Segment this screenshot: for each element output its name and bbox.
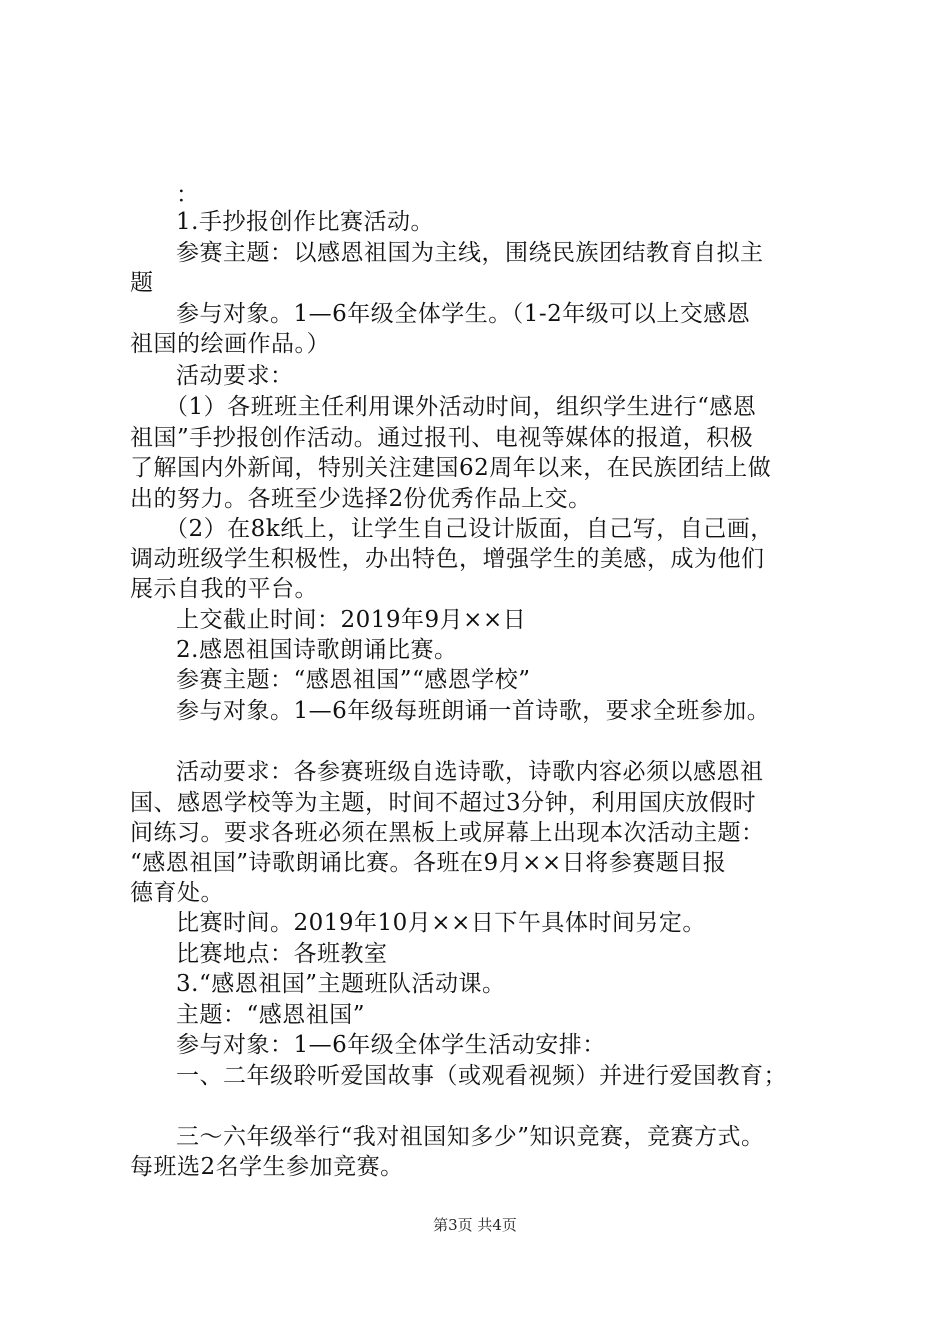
section-heading: 3.“感恩祖国”主题班队活动课。 [176, 971, 506, 997]
text-line: 祖国”手抄报创作活动。通过报刊、电视等媒体的报道，积极 [130, 425, 754, 451]
text-line: 参赛主题：以感恩祖国为主线，围绕民族团结教育自拟主 [176, 240, 764, 266]
text-line: 上交截止时间：2019年9月××日 [176, 607, 527, 633]
text-line: 比赛时间。2019年10月××日下午具体时间另定。 [176, 910, 706, 936]
text-line: 了解国内外新闻，特别关注建国62周年以来，在民族团结上做 [130, 455, 772, 481]
text-line: 国、感恩学校等为主题，时间不超过3分钟，利用国庆放假时 [130, 790, 757, 816]
text-line: 主题：“感恩祖国” [176, 1002, 366, 1028]
text-line: “感恩祖国”诗歌朗诵比赛。各班在9月××日将参赛题目报 [130, 850, 727, 876]
text-line: 比赛地点：各班教室 [176, 941, 388, 967]
text-line: 参赛主题：“感恩祖国”“感恩学校” [176, 667, 531, 693]
text-line: 出的努力。各班至少选择2份优秀作品上交。 [130, 486, 592, 512]
text-line: 间练习。要求各班必须在黑板上或屏幕上出现本次活动主题： [130, 820, 765, 846]
text-line: 祖国的绘画作品。） [130, 331, 330, 357]
text-line: 展示自我的平台。 [130, 576, 318, 602]
text-line: 活动要求：各参赛班级自选诗歌，诗歌内容必须以感恩祖 [176, 759, 764, 785]
text-line: 每班选2名学生参加竞赛。 [130, 1154, 404, 1180]
text-line: 参与对象：1—6年级全体学生活动安排： [176, 1032, 606, 1058]
text-line: 活动要求： [176, 363, 294, 389]
text-line: 参与对象。1—6年级全体学生。（1-2年级可以上交感恩 [176, 301, 751, 327]
text-line: ： [176, 182, 200, 208]
text-line: 一、二年级聆听爱国故事（或观看视频）并进行爱国教育； [176, 1063, 787, 1089]
text-line: 德育处。 [130, 880, 224, 906]
text-line: 调动班级学生积极性，办出特色，增强学生的美感，成为他们 [130, 546, 765, 572]
text-line: （1）各班班主任利用课外活动时间，组织学生进行“感恩 [165, 394, 757, 420]
text-line: 三～六年级举行“我对祖国知多少”知识竞赛，竞赛方式。 [176, 1124, 765, 1150]
section-heading: 2.感恩祖国诗歌朗诵比赛。 [176, 637, 458, 663]
text-line: 题 [130, 270, 154, 296]
section-heading: 1.手抄报创作比赛活动。 [176, 209, 434, 235]
text-line: 参与对象。1—6年级每班朗诵一首诗歌，要求全班参加。 [176, 698, 771, 724]
page-footer: 第3页 共4页 [433, 1216, 517, 1234]
text-line: （2）在8k纸上，让学生自己设计版面，自己写，自己画， [165, 516, 774, 542]
